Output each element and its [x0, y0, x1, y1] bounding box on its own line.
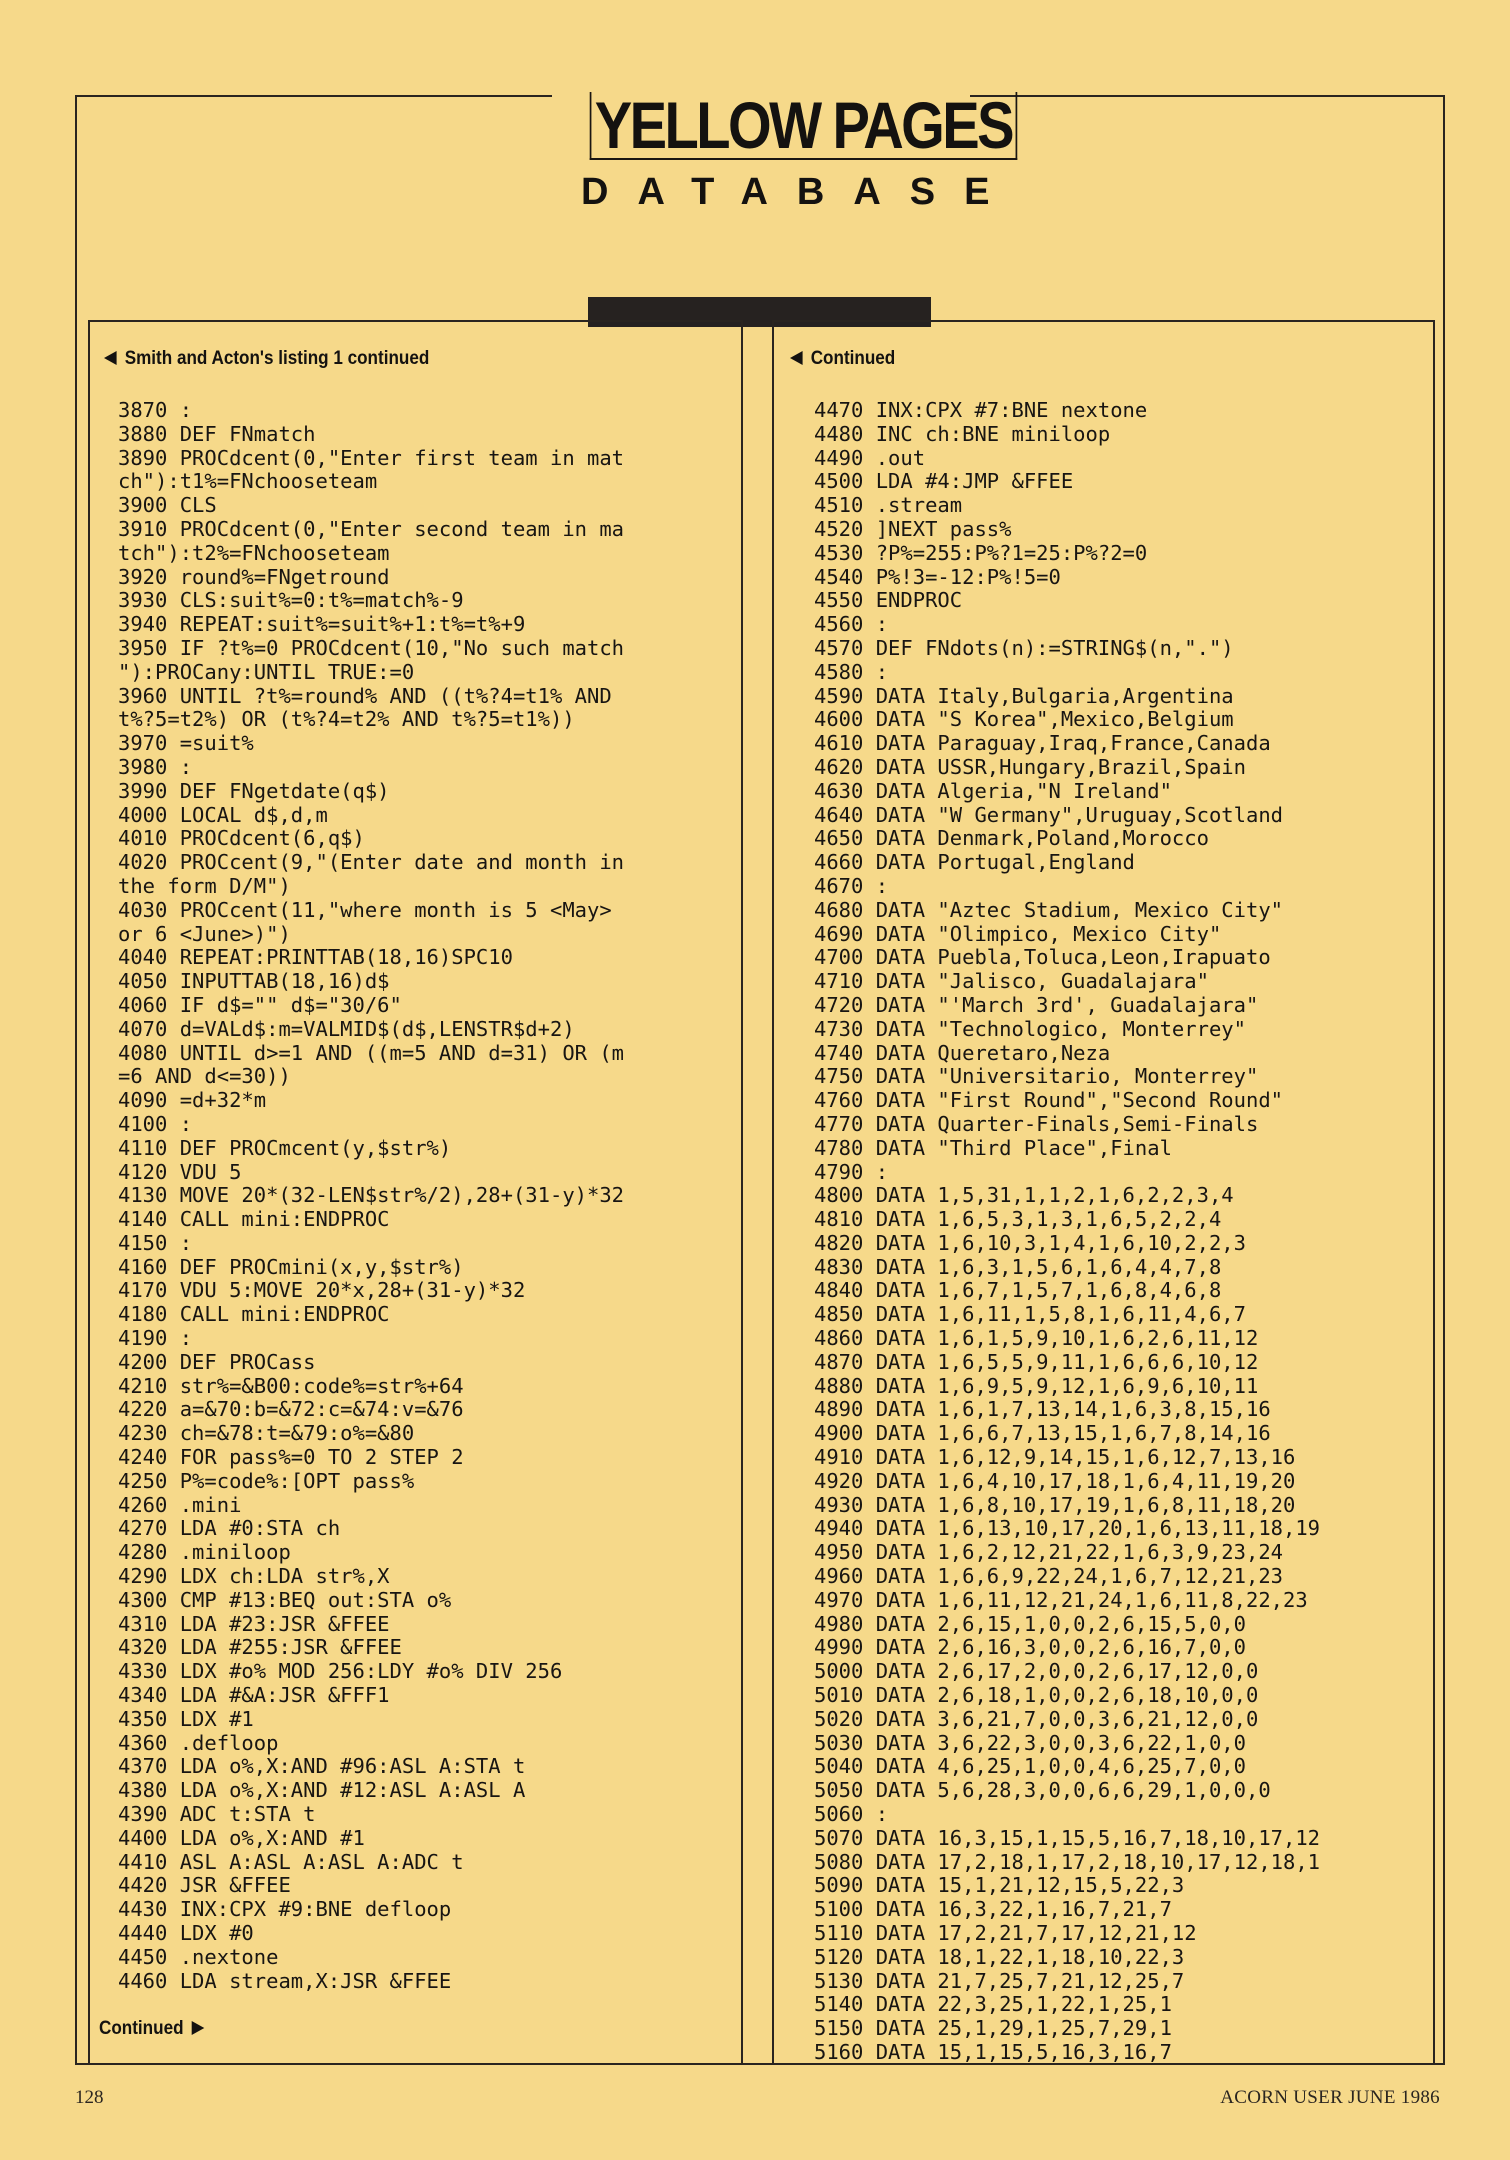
code-line: 4390 ADC t:STA t [118, 1802, 316, 1827]
code-line: 4700 DATA Puebla,Toluca,Leon,Irapuato [814, 945, 1271, 970]
code-line: 4680 DATA "Aztec Stadium, Mexico City" [814, 897, 1283, 922]
code-line: 4580 : [814, 659, 889, 684]
code-line: 4740 DATA Queretaro,Neza [814, 1040, 1111, 1065]
code-line: 5070 DATA 16,3,15,1,15,5,16,7,18,10,17,12 [814, 1825, 1321, 1850]
code-line: 5090 DATA 15,1,21,12,15,5,22,3 [814, 1873, 1185, 1898]
code-line: 4120 VDU 5 [118, 1159, 242, 1184]
code-line: 4340 LDA #&A:JSR &FFF1 [118, 1683, 390, 1708]
code-line: 4730 DATA "Technologico, Monterrey" [814, 1016, 1246, 1041]
code-line: 5140 DATA 22,3,25,1,22,1,25,1 [814, 1992, 1172, 2017]
code-line: 4210 str%=&B00:code%=str%+64 [118, 1373, 464, 1398]
code-line: 4750 DATA "Universitario, Monterrey" [814, 1064, 1259, 1089]
code-line: 4260 .mini [118, 1492, 242, 1517]
code-line: 4690 DATA "Olimpico, Mexico City" [814, 921, 1222, 946]
code-line: 5150 DATA 25,1,29,1,25,7,29,1 [814, 2016, 1172, 2041]
code-line: or 6 <June>)") [118, 921, 291, 946]
code-line: 3900 CLS [118, 493, 217, 518]
code-line: 4010 PROCdcent(6,q$) [118, 826, 365, 851]
code-line: 5080 DATA 17,2,18,1,17,2,18,10,17,12,18,1 [814, 1849, 1321, 1874]
code-line: tch"):t2%=FNchooseteam [118, 540, 390, 565]
code-line: 4930 DATA 1,6,8,10,17,19,1,6,8,11,18,20 [814, 1492, 1296, 1517]
code-line: 5040 DATA 4,6,25,1,0,0,4,6,25,7,0,0 [814, 1754, 1246, 1779]
masthead [552, 88, 1019, 334]
code-line: 4560 : [814, 612, 889, 637]
right-column-header-text: Continued [810, 348, 896, 369]
code-line: 3930 CLS:suit%=0:t%=match%-9 [118, 588, 464, 613]
code-line: 4060 IF d$="" d$="30/6" [118, 992, 402, 1017]
code-line: 4820 DATA 1,6,10,3,1,4,1,6,10,2,2,3 [814, 1230, 1246, 1255]
code-line: 4760 DATA "First Round","Second Round" [814, 1088, 1283, 1113]
page-number: 128 [75, 2087, 104, 2108]
code-line: 3960 UNTIL ?t%=round% AND ((t%?4=t1% AND [118, 683, 612, 708]
code-line: 4500 LDA #4:JMP &FFEE [814, 469, 1074, 494]
code-line: 4420 JSR &FFEE [118, 1873, 291, 1898]
code-line: 4780 DATA "Third Place",Final [814, 1135, 1172, 1160]
code-line: 4180 CALL mini:ENDPROC [118, 1302, 390, 1327]
code-line: 5130 DATA 21,7,25,7,21,12,25,7 [814, 1968, 1185, 1993]
code-line: 4960 DATA 1,6,6,9,22,24,1,6,7,12,21,23 [814, 1564, 1283, 1589]
code-line: 4920 DATA 1,6,4,10,17,18,1,6,4,11,19,20 [814, 1468, 1296, 1493]
listing-column-right [772, 320, 1435, 2065]
code-line: 4530 ?P%=255:P%?1=25:P%?2=0 [814, 540, 1148, 565]
code-line: 4030 PROCcent(11,"where month is 5 <May> [118, 897, 612, 922]
code-line: 5030 DATA 3,6,22,3,0,0,3,6,22,1,0,0 [814, 1730, 1246, 1755]
code-line: 4860 DATA 1,6,1,5,9,10,1,6,2,6,11,12 [814, 1326, 1259, 1351]
code-line: 3990 DEF FNgetdate(q$) [118, 778, 390, 803]
code-line: 4280 .miniloop [118, 1540, 291, 1565]
code-line: 4430 INX:CPX #9:BNE defloop [118, 1897, 452, 1922]
code-line: 5000 DATA 2,6,17,2,0,0,2,6,17,12,0,0 [814, 1659, 1259, 1684]
code-line: 4370 LDA o%,X:AND #96:ASL A:STA t [118, 1754, 526, 1779]
code-line: 4200 DEF PROCass [118, 1349, 316, 1374]
code-line: 4070 d=VALd$:m=VALMID$(d$,LENSTR$d+2) [118, 1016, 575, 1041]
code-line: 4980 DATA 2,6,15,1,0,0,2,6,15,5,0,0 [814, 1611, 1246, 1636]
code-line: 5050 DATA 5,6,28,3,0,0,6,6,29,1,0,0,0 [814, 1778, 1271, 1803]
code-line: 4470 INX:CPX #7:BNE nextone [814, 398, 1148, 422]
code-line: 4480 INC ch:BNE miniloop [814, 421, 1111, 446]
code-line: 3870 : [118, 398, 193, 422]
code-line: 4490 .out [814, 445, 926, 470]
listing-column-left [88, 320, 743, 2065]
code-line: 4450 .nextone [118, 1944, 279, 1969]
code-line: 4670 : [814, 873, 889, 898]
left-column-header [104, 348, 429, 370]
code-line: 3910 PROCdcent(0,"Enter second team in ma [118, 516, 625, 541]
code-line: 4360 .defloop [118, 1730, 279, 1755]
code-line: 4720 DATA "'March 3rd', Guadalajara" [814, 992, 1259, 1017]
code-line: 4400 LDA o%,X:AND #1 [118, 1825, 365, 1850]
code-line: 4170 VDU 5:MOVE 20*x,28+(31-y)*32 [118, 1278, 526, 1303]
code-line: 4660 DATA Portugal,England [814, 850, 1135, 875]
code-line: 3980 : [118, 754, 193, 779]
code-line: 4440 LDX #0 [118, 1921, 254, 1945]
code-line: 4550 ENDPROC [814, 588, 963, 613]
code-line: 4300 CMP #13:BEQ out:STA o% [118, 1587, 452, 1612]
code-line: 4240 FOR pass%=0 TO 2 STEP 2 [118, 1445, 464, 1470]
code-line: 4380 LDA o%,X:AND #12:ASL A:ASL A [118, 1778, 526, 1803]
code-line: 4830 DATA 1,6,3,1,5,6,1,6,4,4,7,8 [814, 1254, 1222, 1279]
code-line: 4790 : [814, 1159, 889, 1184]
code-line: 4150 : [118, 1230, 193, 1255]
code-line: 4950 DATA 1,6,2,12,21,22,1,6,3,9,23,24 [814, 1540, 1283, 1565]
code-line: 4510 .stream [814, 493, 963, 518]
code-line: 4350 LDX #1 [118, 1706, 254, 1731]
code-line: 4320 LDA #255:JSR &FFEE [118, 1635, 402, 1660]
code-line: 3940 REPEAT:suit%=suit%+1:t%=t%+9 [118, 612, 526, 637]
code-line: t%?5=t2%) OR (t%?4=t2% AND t%?5=t1%)) [118, 707, 575, 732]
code-line: 4900 DATA 1,6,6,7,13,15,1,6,7,8,14,16 [814, 1421, 1271, 1446]
code-line: 4100 : [118, 1111, 193, 1136]
code-line: 4590 DATA Italy,Bulgaria,Argentina [814, 683, 1234, 708]
code-line: 3970 =suit% [118, 731, 254, 756]
code-line: ch"):t1%=FNchooseteam [118, 469, 378, 494]
code-line: 4310 LDA #23:JSR &FFEE [118, 1611, 390, 1636]
code-line: 4880 DATA 1,6,9,5,9,12,1,6,9,6,10,11 [814, 1373, 1259, 1398]
left-column-footer-text: Continued [99, 2018, 184, 2039]
right-column-header [790, 348, 895, 370]
code-line: 4090 =d+32*m [118, 1088, 267, 1113]
code-line: 4940 DATA 1,6,13,10,17,20,1,6,13,11,18,19 [814, 1516, 1321, 1541]
code-line: 4520 ]NEXT pass% [814, 516, 1012, 541]
code-line: 5120 DATA 18,1,22,1,18,10,22,3 [814, 1944, 1185, 1969]
code-line: 4990 DATA 2,6,16,3,0,0,2,6,16,7,0,0 [814, 1635, 1246, 1660]
code-line: 3880 DEF FNmatch [118, 421, 316, 446]
code-line: 4020 PROCcent(9,"(Enter date and month in [118, 850, 625, 875]
code-line: 4870 DATA 1,6,5,5,9,11,1,6,6,6,10,12 [814, 1349, 1259, 1374]
code-line: 4220 a=&70:b=&72:c=&74:v=&76 [118, 1397, 464, 1422]
code-line: 5160 DATA 15,1,15,5,16,3,16,7 [814, 2039, 1172, 2064]
code-line: 4970 DATA 1,6,11,12,21,24,1,6,11,8,22,23 [814, 1587, 1308, 1612]
left-column-footer [99, 2018, 204, 2040]
code-line: 4460 LDA stream,X:JSR &FFEE [118, 1968, 452, 1993]
code-line: 4160 DEF PROCmini(x,y,$str%) [118, 1254, 464, 1279]
code-line: 4250 P%=code%:[OPT pass% [118, 1468, 415, 1493]
code-line: 5010 DATA 2,6,18,1,0,0,2,6,18,10,0,0 [814, 1683, 1259, 1708]
code-line: 3920 round%=FNgetround [118, 564, 390, 589]
code-line: 4620 DATA USSR,Hungary,Brazil,Spain [814, 754, 1246, 779]
code-line: 5020 DATA 3,6,21,7,0,0,3,6,21,12,0,0 [814, 1706, 1259, 1731]
right-code-listing [814, 399, 1432, 2065]
code-line: "):PROCany:UNTIL TRUE:=0 [118, 659, 415, 684]
code-line: 4050 INPUTTAB(18,16)d$ [118, 969, 390, 994]
code-line: 4110 DEF PROCmcent(y,$str%) [118, 1135, 452, 1160]
code-line: 5110 DATA 17,2,21,7,17,12,21,12 [814, 1921, 1197, 1945]
magazine-info: ACORN USER JUNE 1986 [1220, 2087, 1440, 2108]
code-line: 4630 DATA Algeria,"N Ireland" [814, 778, 1172, 803]
code-line: 4810 DATA 1,6,5,3,1,3,1,6,5,2,2,4 [814, 1207, 1222, 1232]
code-line: 4600 DATA "S Korea",Mexico,Belgium [814, 707, 1234, 732]
triangle-left-icon [790, 351, 803, 365]
code-line: 3890 PROCdcent(0,"Enter first team in mat [118, 445, 625, 470]
code-line: 4270 LDA #0:STA ch [118, 1516, 341, 1541]
code-line: 4190 : [118, 1326, 193, 1351]
code-line: 5060 : [814, 1802, 889, 1827]
code-line: 4540 P%!3=-12:P%!5=0 [814, 564, 1061, 589]
code-line: 4710 DATA "Jalisco, Guadalajara" [814, 969, 1209, 994]
code-line: 4130 MOVE 20*(32-LEN$str%/2),28+(31-y)*32 [118, 1183, 625, 1208]
triangle-right-icon [192, 2021, 205, 2035]
code-line: the form D/M") [118, 873, 291, 898]
code-line: 4650 DATA Denmark,Poland,Morocco [814, 826, 1209, 851]
left-code-listing [118, 399, 740, 1993]
code-line: 4570 DEF FNdots(n):=STRING$(n,".") [814, 635, 1234, 660]
code-line: 4290 LDX ch:LDA str%,X [118, 1564, 390, 1589]
code-line: 4910 DATA 1,6,12,9,14,15,1,6,12,7,13,16 [814, 1445, 1296, 1470]
code-line: 4140 CALL mini:ENDPROC [118, 1207, 390, 1232]
code-line: 4330 LDX #o% MOD 256:LDY #o% DIV 256 [118, 1659, 563, 1684]
code-line: 4850 DATA 1,6,11,1,5,8,1,6,11,4,6,7 [814, 1302, 1246, 1327]
left-column-header-text: Smith and Acton's listing 1 continued [124, 348, 430, 369]
masthead-title: YELLOW PAGES [590, 92, 1017, 160]
code-line: 4890 DATA 1,6,1,7,13,14,1,6,3,8,15,16 [814, 1397, 1271, 1422]
code-line: 5100 DATA 16,3,22,1,16,7,21,7 [814, 1897, 1172, 1922]
code-line: 4610 DATA Paraguay,Iraq,France,Canada [814, 731, 1271, 756]
code-line: 4000 LOCAL d$,d,m [118, 802, 328, 827]
code-line: 4230 ch=&78:t=&79:o%=&80 [118, 1421, 415, 1446]
code-line: 3950 IF ?t%=0 PROCdcent(10,"No such match [118, 635, 625, 660]
code-line: 4800 DATA 1,5,31,1,1,2,1,6,2,2,3,4 [814, 1183, 1234, 1208]
masthead-subtitle: DATABASE [581, 171, 1019, 213]
code-line: 4770 DATA Quarter-Finals,Semi-Finals [814, 1111, 1259, 1136]
code-line: 4840 DATA 1,6,7,1,5,7,1,6,8,4,6,8 [814, 1278, 1222, 1303]
triangle-left-icon [104, 351, 117, 365]
code-line: =6 AND d<=30)) [118, 1064, 291, 1089]
code-line: 4040 REPEAT:PRINTTAB(18,16)SPC10 [118, 945, 513, 970]
code-line: 4640 DATA "W Germany",Uruguay,Scotland [814, 802, 1283, 827]
code-line: 4410 ASL A:ASL A:ASL A:ADC t [118, 1849, 464, 1874]
code-line: 4080 UNTIL d>=1 AND ((m=5 AND d=31) OR (m [118, 1040, 625, 1065]
